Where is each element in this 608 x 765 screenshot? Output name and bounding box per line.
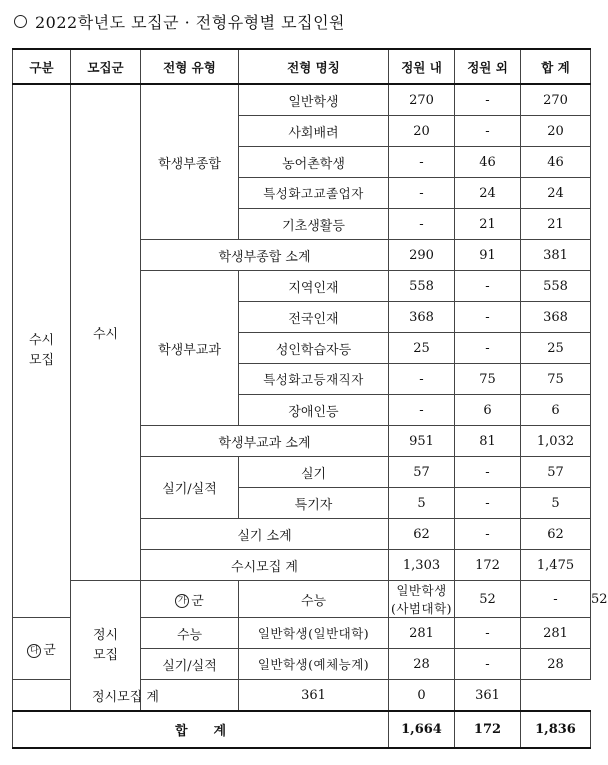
group-ga: 가 군	[141, 581, 239, 618]
table-row: 농어촌학생 - 46 46	[13, 147, 591, 178]
type-jonghap: 학생부종합	[141, 84, 239, 240]
jeongsi-total-label: 정시모집 계	[13, 680, 239, 712]
header-quota-out: 정원 외	[455, 49, 521, 84]
grand-total-label: 합 계	[13, 711, 389, 748]
subtotal-row: 학생부종합 소계 290 91 381	[13, 240, 591, 271]
table-row: 학생부교과 지역인재 558 - 558	[13, 271, 591, 302]
subtotal-row: 학생부교과 소계 951 81 1,032	[13, 426, 591, 457]
subtotal-label: 학생부종합 소계	[141, 240, 389, 271]
table-row: 사회배려 20 - 20	[13, 116, 591, 147]
table-row: 기초생활등 - 21 21	[13, 209, 591, 240]
table-row: 성인학습자등 25 - 25	[13, 333, 591, 364]
circled-da-icon: 다	[27, 644, 41, 658]
type-silgi: 실기/실적	[141, 649, 239, 680]
circle-bullet-icon	[14, 15, 27, 28]
row-name: 일반학생(예체능계)	[239, 649, 389, 680]
table-row: 다 군 수능 일반학생(일반대학) 281 - 281	[13, 618, 591, 649]
row-name: 성인학습자등	[239, 333, 389, 364]
type-gyogwa: 학생부교과	[141, 271, 239, 426]
admission-quota-table	[12, 48, 608, 749]
row-name: 지역인재	[239, 271, 389, 302]
table-row: 수시 모집 수시 학생부종합 일반학생 270 - 270	[13, 84, 591, 116]
row-name: 특기자	[239, 488, 389, 519]
table-row: 정시 모집 가 군 수능 일반학생(사범대학) 52 - 52	[13, 581, 591, 618]
category-jeongsi: 정시 모집	[71, 581, 141, 712]
subtotal-row: 실기 소계 62 - 62	[13, 519, 591, 550]
row-name: 특성화고교졸업자	[239, 178, 389, 209]
type-silgi: 실기/실적	[141, 457, 239, 519]
grand-total-row: 합 계 1,664 172 1,836	[13, 711, 591, 748]
subtotal-label: 실기 소계	[141, 519, 389, 550]
header-total: 합 계	[521, 49, 591, 84]
row-name: 일반학생(일반대학)	[239, 618, 389, 649]
header-category: 구분	[13, 49, 71, 84]
table-row: 특성화고교졸업자 - 24 24	[13, 178, 591, 209]
header-type: 전형 유형	[141, 49, 239, 84]
subtotal-label: 학생부교과 소계	[141, 426, 389, 457]
header-group: 모집군	[71, 49, 141, 84]
header-quota-in: 정원 내	[389, 49, 455, 84]
jeongsi-total-row: 정시모집 계 361 0 361	[13, 680, 591, 712]
row-name: 일반학생(사범대학)	[389, 581, 455, 618]
type-suneung: 수능	[141, 618, 239, 649]
group-susi: 수시	[71, 84, 141, 581]
row-name: 전국인재	[239, 302, 389, 333]
circled-ga-icon: 가	[175, 594, 189, 608]
title-text: 2022학년도 모집군 · 전형유형별 모집인원	[35, 12, 345, 32]
group-da: 다 군	[13, 618, 71, 680]
row-name: 사회배려	[239, 116, 389, 147]
row-name: 농어촌학생	[239, 147, 389, 178]
category-susi: 수시 모집	[13, 84, 71, 618]
header-name: 전형 명칭	[239, 49, 389, 84]
table-row: 특성화고등재직자 - 75 75	[13, 364, 591, 395]
table-row: 전국인재 368 - 368	[13, 302, 591, 333]
row-name: 실기	[239, 457, 389, 488]
table-row: 실기/실적 실기 57 - 57	[13, 457, 591, 488]
row-name: 장애인등	[239, 395, 389, 426]
row-name: 기초생활등	[239, 209, 389, 240]
document-title	[14, 9, 345, 33]
row-name: 일반학생	[239, 84, 389, 116]
row-name: 특성화고등재직자	[239, 364, 389, 395]
susi-total-label: 수시모집 계	[141, 550, 389, 581]
table-row: 특기자 5 - 5	[13, 488, 591, 519]
table-header-row	[13, 49, 591, 84]
type-suneung: 수능	[239, 581, 389, 618]
table-row: 장애인등 - 6 6	[13, 395, 591, 426]
susi-total-row: 수시모집 계 1,303 172 1,475	[13, 550, 591, 581]
table-row: 실기/실적 일반학생(예체능계) 28 - 28	[13, 649, 591, 680]
